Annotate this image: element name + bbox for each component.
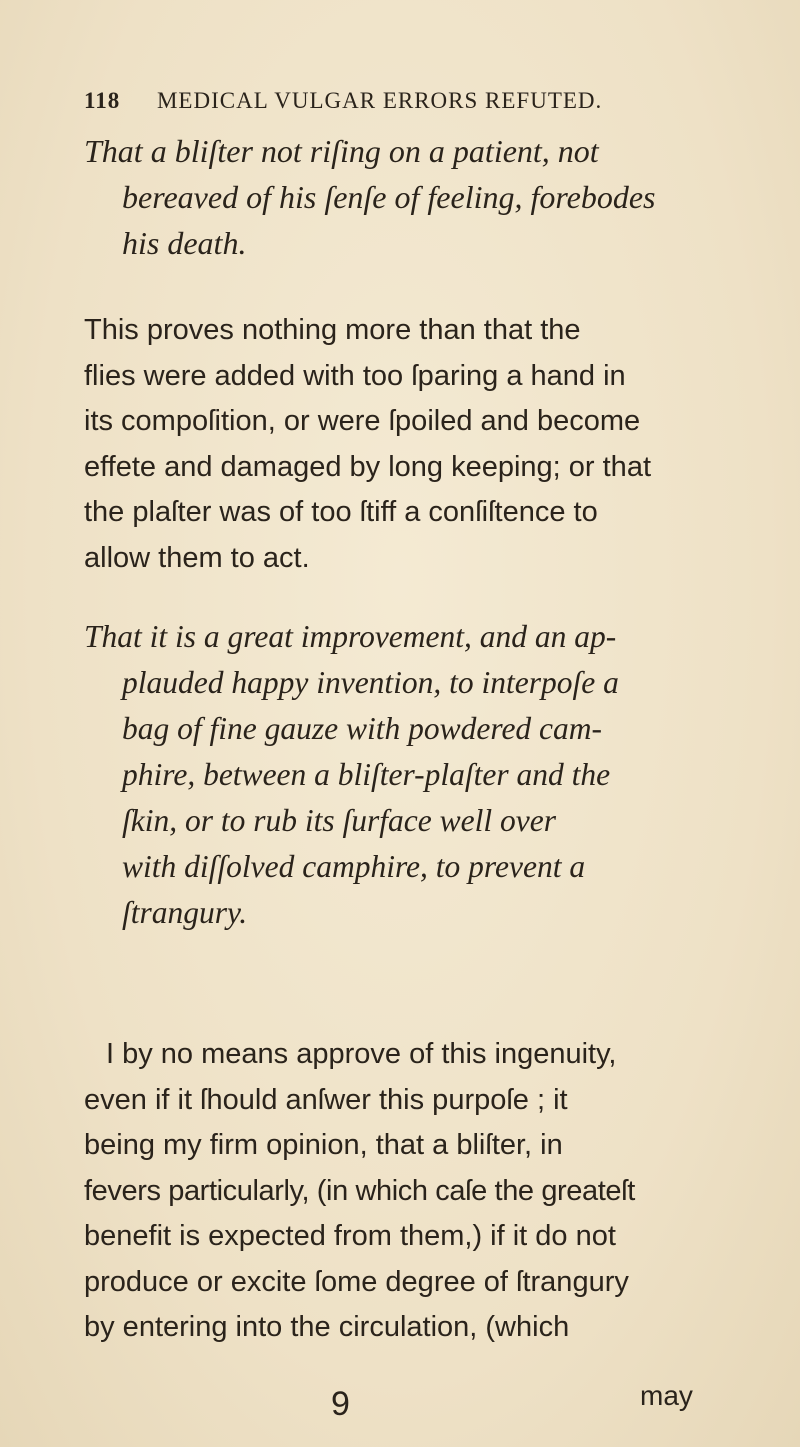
catchword: may: [640, 1380, 693, 1411]
error-line: bereaved of his ſenſe of feeling, forebodes: [122, 179, 656, 215]
text-line: flies were added with too ſparing a hand in: [84, 359, 626, 392]
text-line: being my firm opinion, that a bliſter, in: [84, 1129, 563, 1161]
text-line: benefit is expected from them,) if it do not: [84, 1220, 616, 1252]
refutation-1: [84, 308, 724, 581]
text-line: This proves nothing more than that the: [84, 314, 581, 346]
error-line: bag of fine gauze with powdered cam-: [122, 711, 603, 746]
text-line: its compoſition, or were ſpoiled and become: [84, 405, 641, 437]
refutation-2: [84, 1032, 724, 1351]
error-line: phire, between a bliſter-plaſter and the: [122, 757, 611, 792]
page-number: 118: [84, 88, 121, 113]
error-line: ſtrangury.: [122, 895, 248, 930]
error-line: his death.: [122, 225, 247, 261]
text-line: fevers particularly, (in which caſe the greateſt: [84, 1174, 635, 1207]
text-line: even if it ſhould anſwer this purpoſe ; it: [84, 1083, 568, 1116]
text-line: by entering into the circulation, (which: [84, 1311, 570, 1343]
error-line: with diſſolved camphire, to prevent a: [122, 849, 586, 884]
error-line: That it is a great improvement, and an ap-: [84, 619, 617, 654]
error-line: ſkin, or to rub its ſurface well over: [122, 803, 556, 838]
text-line: effete and damaged by long keeping; or that: [84, 450, 652, 483]
page-header: [84, 88, 724, 114]
text-line: the plaſter was of too ſtiff a conſiſtence to: [84, 496, 598, 528]
vulgar-error-2: [84, 614, 724, 936]
text-line: allow them to act.: [84, 541, 310, 574]
vulgar-error-1: [84, 128, 724, 266]
error-line: plauded happy invention, to interpoſe a: [122, 665, 619, 700]
signature-mark: 9: [331, 1385, 350, 1423]
text-line: I by no means approve of this ingenuity,: [106, 1038, 617, 1070]
text-line: produce or excite ſome degree of ſtrangury: [84, 1265, 629, 1298]
error-line: That a bliſter not riſing on a patient, not: [84, 133, 599, 169]
running-head: MEDICAL VULGAR ERRORS REFUTED.: [156, 88, 603, 113]
